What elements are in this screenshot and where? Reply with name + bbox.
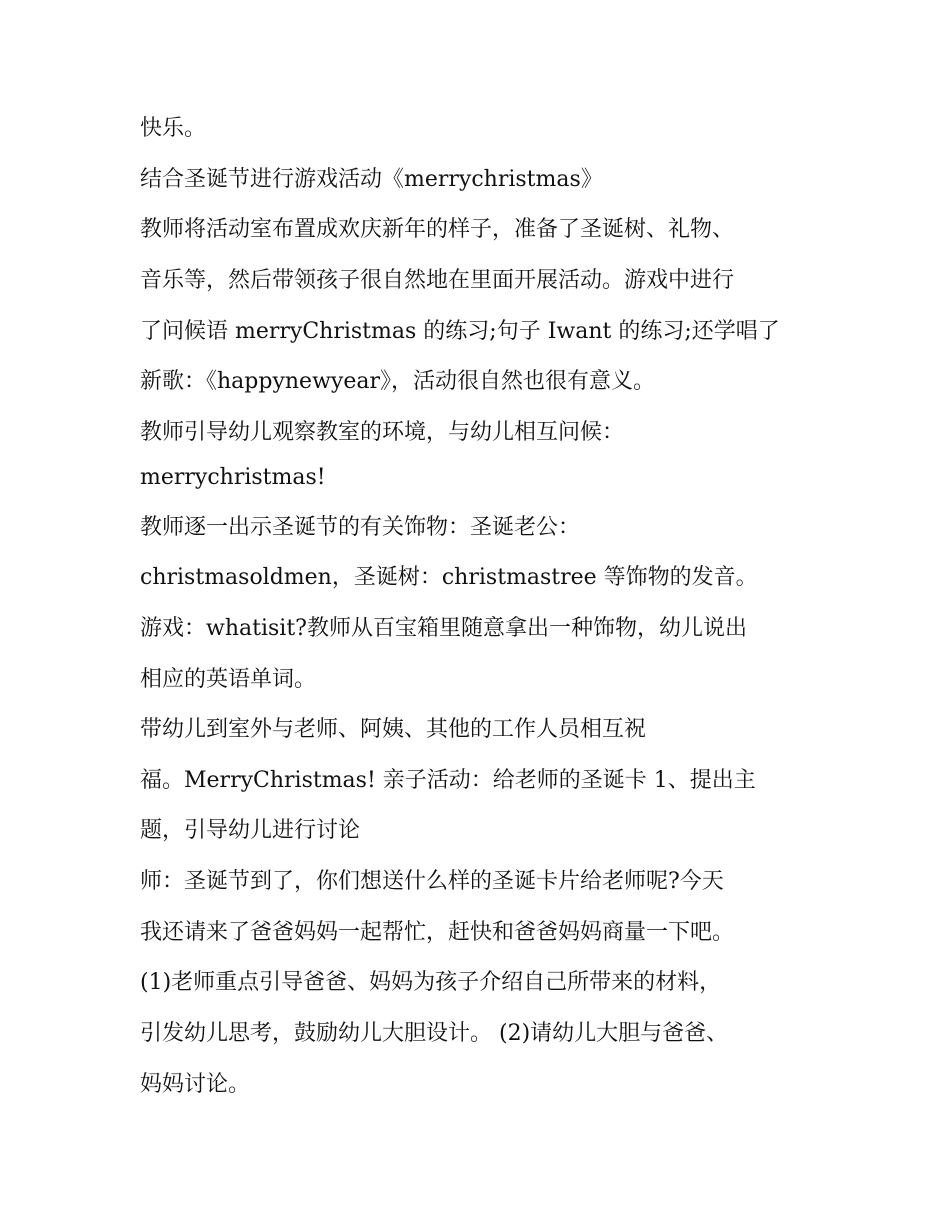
- text-line: 引发幼儿思考，鼓励幼儿大胆设计。 (2)请幼儿大胆与爸爸、: [140, 1021, 729, 1046]
- text-line: 福。MerryChristmas! 亲子活动：给老师的圣诞卡 1、提出主: [140, 768, 756, 793]
- text-line: 题，引导幼儿进行讨论: [140, 818, 361, 843]
- text-line: 音乐等，然后带领孩子很自然地在里面开展活动。游戏中进行: [140, 268, 735, 293]
- text-line: (1)老师重点引导爸爸、妈妈为孩子介绍自己所带来的材料，: [140, 970, 722, 995]
- text-line: 快乐。: [140, 116, 207, 141]
- text-line: merrychristmas!: [140, 465, 326, 490]
- text-line: 结合圣诞节进行游戏活动《merrychristmas》: [140, 167, 603, 192]
- text-line: 相应的英语单词。: [140, 667, 317, 692]
- text-line: 教师引导幼儿观察教室的环境，与幼儿相互问候：: [140, 420, 625, 445]
- text-line: 游戏：whatisit?教师从百宝箱里随意拿出一种饰物，幼儿说出: [140, 616, 747, 641]
- text-line: christmasoldmen，圣诞树：christmastree 等饰物的发音。: [140, 565, 758, 590]
- text-line: 带幼儿到室外与老师、阿姨、其他的工作人员相互祝: [140, 717, 647, 742]
- text-line: 了问候语 merryChristmas 的练习;句子 Iwant 的练习;还学唱了: [140, 319, 780, 344]
- text-line: 教师逐一出示圣诞节的有关饰物：圣诞老公：: [140, 515, 581, 540]
- text-line: 师：圣诞节到了，你们想送什么样的圣诞卡片给老师呢?今天: [140, 869, 724, 894]
- text-line: 新歌：《happynewyear》，活动很自然也很有意义。: [140, 369, 655, 394]
- text-line: 妈妈讨论。: [140, 1072, 251, 1097]
- text-line: 我还请来了爸爸妈妈一起帮忙，赶快和爸爸妈妈商量一下吧。: [140, 920, 735, 945]
- text-line: 教师将活动室布置成欢庆新年的样子，准备了圣诞树、礼物、: [140, 217, 735, 242]
